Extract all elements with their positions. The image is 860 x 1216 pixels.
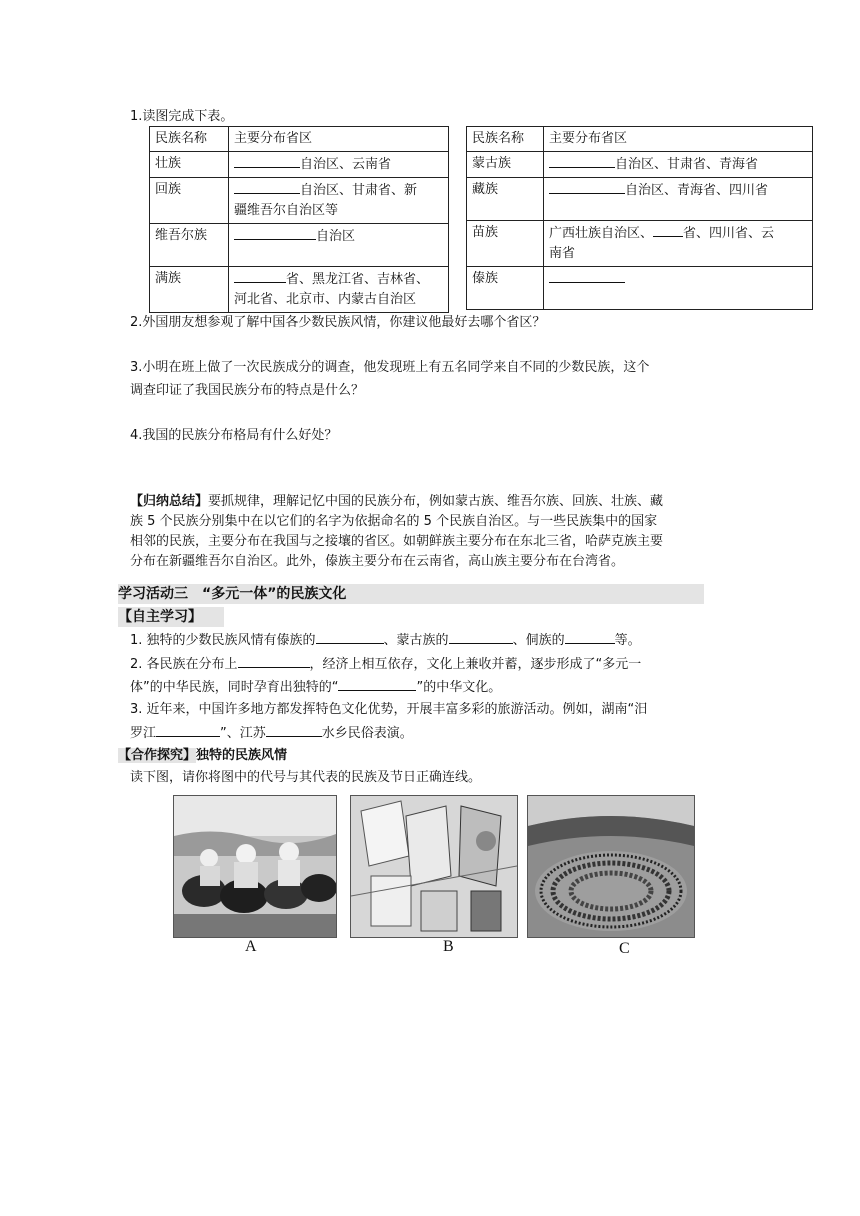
item-text: 、侗族的 (512, 633, 565, 648)
region-cell (229, 267, 449, 313)
item-text: 、蒙古族的 (383, 633, 449, 648)
header-ethnic: 民族名称 (467, 127, 544, 152)
region-text: 省、黑龙江省、吉林省、 (286, 272, 430, 287)
ethnic-name: 维吾尔族 (150, 224, 229, 267)
region-text: 自治区、甘肃省、青海省 (615, 157, 759, 172)
self-study-item-3 (130, 700, 647, 720)
table-row (467, 221, 813, 267)
item-text: ，经济上相互依存，文化上兼收并蓄，逐步形成了“多元一 (309, 657, 642, 672)
answer-blank[interactable] (234, 154, 300, 168)
cooperate-label: 【合作探究】 (118, 748, 197, 763)
ethnic-name: 壮族 (150, 152, 229, 178)
q4: 4.我国的民族分布格局有什么好处？ (130, 428, 338, 443)
answer-blank[interactable] (653, 223, 683, 237)
answer-blank[interactable] (238, 654, 310, 668)
photo-label-c: C (619, 940, 630, 957)
photo-label-a: A (245, 938, 257, 955)
self-study-item-2 (130, 654, 641, 675)
answer-blank[interactable] (549, 269, 625, 283)
region-text: 河北省、北京市、内蒙古自治区 (234, 292, 417, 307)
cooperate-heading (118, 746, 287, 766)
ethnic-name: 满族 (150, 267, 229, 313)
region-cell (544, 221, 813, 267)
table-row (467, 267, 813, 310)
table-left (149, 126, 449, 313)
region-text: 疆维吾尔自治区等 (234, 203, 339, 218)
self-study-label: 【自主学习】 (118, 607, 224, 627)
q1-title: 1.读图完成下表。 (130, 109, 234, 124)
region-text: 自治区、云南省 (300, 157, 392, 172)
table-row (467, 152, 813, 178)
summary-text: 族 5 个民族分别集中在以它们的名字为依据命名的 5 个民族自治区。与一些民族集中的国家 (130, 514, 658, 529)
item-text: ”、江苏 (220, 726, 266, 741)
table-row (150, 178, 449, 224)
region-text: 自治区、青海省、四川省 (625, 183, 769, 198)
region-text: 广西壮族自治区、 (549, 226, 654, 241)
section-heading: 学习活动三 “多元一体”的民族文化 (118, 584, 704, 604)
summary (130, 492, 710, 572)
table-row (467, 178, 813, 221)
item-text: 2. 各民族在分布上 (130, 657, 238, 672)
answer-blank[interactable] (549, 180, 625, 194)
answer-blank[interactable] (316, 630, 384, 644)
table-row (150, 224, 449, 267)
cooperate-title: 独特的民族风情 (196, 748, 288, 763)
summary-text: 相邻的民族，主要分布在我国与之接壤的省区。如朝鲜族主要分布在东北三省，哈萨克族主要 (130, 534, 664, 549)
q3-line1: 3.小明在班上做了一次民族成分的调查，他发现班上有五名同学来自不同的少数民族，这个 (130, 360, 650, 375)
table-row (150, 267, 449, 313)
ethnic-name: 苗族 (467, 221, 544, 267)
item-text: 1. 独特的少数民族风情有傣族的 (130, 633, 316, 648)
self-study-item-1 (130, 630, 641, 651)
answer-blank[interactable] (156, 723, 220, 737)
item-text: 罗江 (130, 726, 157, 741)
region-text: 南省 (549, 246, 576, 261)
header-region: 主要分布省区 (544, 127, 813, 152)
header-ethnic: 民族名称 (150, 127, 229, 152)
header-region: 主要分布省区 (229, 127, 449, 152)
answer-blank[interactable] (266, 723, 322, 737)
item-text: 等。 (614, 633, 641, 648)
region-cell (544, 152, 813, 178)
self-study-item-2-cont (130, 677, 501, 698)
item-text: 3. 近年来，中国许多地方都发挥特色文化优势，开展丰富多彩的旅游活动。例如，湖南“汨 (130, 702, 648, 717)
q2: 2.外国朋友想参观了解中国各少数民族风情，你建议他最好去哪个省区？ (130, 315, 546, 330)
region-cell (544, 178, 813, 221)
region-cell (229, 178, 449, 224)
ethnic-name: 回族 (150, 178, 229, 224)
yak-race-photo (173, 795, 337, 938)
answer-blank[interactable] (549, 154, 615, 168)
ethnic-name: 藏族 (467, 178, 544, 221)
drum-tower-photo (350, 795, 518, 938)
ethnic-name: 蒙古族 (467, 152, 544, 178)
photo-label-b: B (443, 938, 454, 955)
table-header-row (467, 127, 813, 152)
table-right (466, 126, 813, 310)
stadium-dance-photo (527, 795, 695, 938)
table-row (150, 152, 449, 178)
answer-blank[interactable] (565, 630, 615, 644)
answer-blank[interactable] (234, 269, 286, 283)
summary-label: 【归纳总结】 (130, 494, 209, 509)
region-cell (229, 152, 449, 178)
region-text: 自治区 (316, 229, 356, 244)
self-study-item-3-cont (130, 723, 413, 744)
q3-line2: 调查印证了我国民族分布的特点是什么？ (130, 383, 365, 398)
cooperate-instruction: 读下图，请你将图中的代号与其代表的民族及节日正确连线。 (130, 770, 482, 785)
region-cell (544, 267, 813, 310)
answer-blank[interactable] (338, 677, 416, 691)
region-text: 自治区、甘肃省、新 (300, 183, 418, 198)
item-text: ”的中华文化。 (416, 680, 502, 695)
answer-blank[interactable] (234, 226, 316, 240)
answer-blank[interactable] (449, 630, 513, 644)
answer-blank[interactable] (234, 180, 300, 194)
region-cell (229, 224, 449, 267)
item-text: 水乡民俗表演。 (321, 726, 413, 741)
summary-text: 分布在新疆维吾尔自治区。此外，傣族主要分布在云南省，高山族主要分布在台湾省。 (130, 554, 625, 569)
region-text: 省、四川省、云 (683, 226, 775, 241)
item-text: 体”的中华民族，同时孕育出独特的“ (130, 680, 339, 695)
ethnic-name: 傣族 (467, 267, 544, 310)
summary-text: 要抓规律，理解记忆中国的民族分布，例如蒙古族、维吾尔族、回族、壮族、藏 (208, 494, 664, 509)
table-header-row (150, 127, 449, 152)
